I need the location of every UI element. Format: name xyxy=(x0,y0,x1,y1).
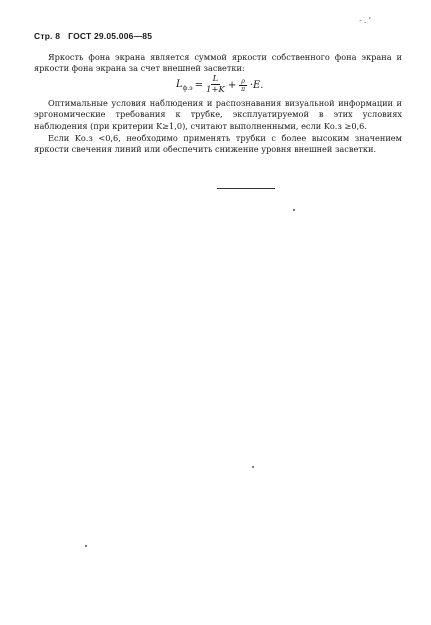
fraction-1-denominator: 1+K xyxy=(206,85,225,95)
formula-fraction-1 xyxy=(206,75,225,95)
paragraph-low-contrast: Если Kо.з <0,6, необходимо применять трубки с более высоким значением яркости свечения линий или обеспечить снижение уровня внешней засветки. xyxy=(34,133,402,155)
formula-fraction-2 xyxy=(239,78,247,93)
formula-plus: + xyxy=(227,79,237,91)
page-header xyxy=(34,31,152,41)
scan-speck xyxy=(85,545,87,547)
formula-lhs: $L_{ф.э}$ xyxy=(176,78,193,92)
standard-number: ГОСТ 29.05.006—85 xyxy=(68,31,153,41)
end-divider xyxy=(217,188,275,189)
scan-speck xyxy=(293,209,295,211)
formula-equals: = xyxy=(194,79,203,91)
fraction-1-numerator: L xyxy=(212,74,219,84)
fraction-2-numerator: ρ xyxy=(241,77,245,85)
paragraph-optimal-conditions: Оптимальные условия наблюдения и распознавания визуальной информации и эргономические требования к трубке, эксплуатируемой в этих условиях наблюдения (при критерии K≥1,0), считают выполненными, если Kо.з ≥0,6. xyxy=(34,98,402,131)
formula-tail: ·E. xyxy=(249,79,264,91)
page-label: Стр. 8 xyxy=(34,31,61,41)
fraction-2-denominator: π xyxy=(241,85,246,93)
brightness-formula xyxy=(176,75,263,95)
scan-speck xyxy=(252,466,254,468)
corner-mark: -.’ xyxy=(359,16,373,25)
paragraph-brightness-definition: Яркость фона экрана является суммой яркости собственного фона экрана и яркости фона экрана за счет внешней засветки: xyxy=(34,52,402,74)
